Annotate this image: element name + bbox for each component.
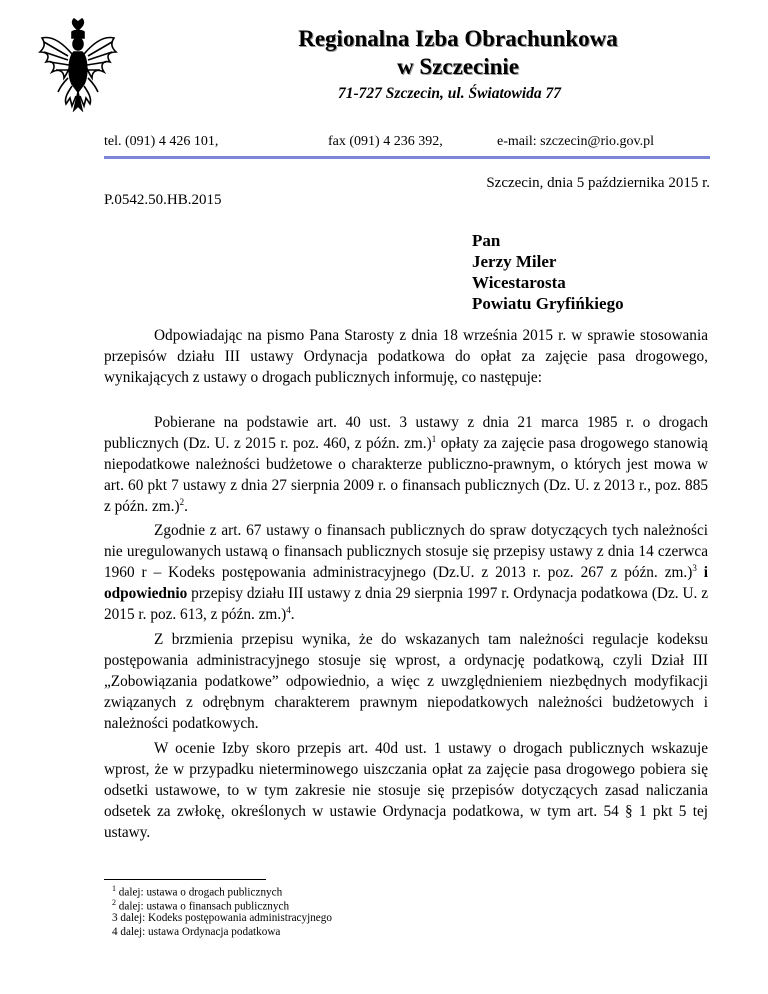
footnote-2: $^2$ dalej: ustawa o finansach publicznych	[112, 898, 290, 913]
organization-city: w Szczecinie	[397, 54, 519, 79]
footnote-mark-4: 4	[286, 604, 291, 615]
reference-number: P.0542.50.HB.2015	[104, 192, 222, 208]
recipient-name: Jerzy Miler	[472, 252, 557, 271]
phone-number: tel. (091) 4 426 101,	[104, 134, 219, 149]
footnote-3: 3 dalej: Kodeks postępowania administracyjnego	[112, 912, 332, 924]
header-divider	[104, 156, 710, 159]
footnote-4: 4 dalej: ustawa Ordynacja podatkowa	[112, 926, 281, 938]
fax-number: fax (091) 4 236 392,	[328, 134, 443, 149]
letter-date: Szczecin, dnia 5 października 2015 r.	[486, 175, 710, 191]
organization-name: Regionalna Izba Obrachunkowa	[298, 26, 618, 51]
paragraph-interpretation: Z brzmienia przepisu wynika, że do wskazanych tam należności regulacje kodeksu postępowania administracyjnego stosuje się wprost, a ordynację podatkową, czyli Dział III „Zobowiązania podatkowe” odpowiednio, a więc z uwzględnieniem niezbędnych modyfikacji związanych z odrębnym charakterem prawnym niepodatkowych należności budżetowych i należności podatkowych.	[104, 631, 708, 732]
footnote-mark-1: 1	[431, 433, 437, 444]
footnote-divider	[104, 879, 266, 880]
footnote-1: $^1$ dalej: ustawa o drogach publicznych	[112, 884, 283, 899]
footnote-mark-2: 2	[179, 496, 185, 507]
paragraph-intro: Odpowiadając na pismo Pana Starosty z dnia 18 września 2015 r. w sprawie stosowania przepisów działu III ustawy Ordynacja podatkowa do opłat za zajęcie pasa drogowego, wynikających z ustawy o drogach publicznych informuję, co następuje:	[104, 327, 708, 386]
paragraph-chamber-opinion: W ocenie Izby skoro przepis art. 40d ust. 1 ustawy o drogach publicznych wskazuje wprost, że w przypadku nieterminowego uiszczania opłat za zajęcie pasa drogowego pobiera się odsetki ustawowe, to w tym zakresie nie stosuje się przepisów dotyczących zasad naliczania odsetek za zwłokę, określonych w ustawie Ordynacja podatkowa, w tym art. 54 § 1 pkt 5 tej ustawy.	[104, 740, 708, 841]
organization-address: 71-727 Szczecin, ul. Światowida 77	[338, 85, 562, 102]
polish-eagle-emblem-icon	[38, 18, 118, 112]
recipient-title: Wicestarosta	[472, 273, 566, 292]
recipient-office: Powiatu Gryfińkiego	[472, 294, 624, 313]
paragraph-art67: Zgodnie z art. 67 ustawy o finansach publicznych do spraw dotyczących tych należności nie uregulowanych ustawą o finansach publicznych stosuje się przepisy ustawy z dnia 14 czerwca 1960 r – Kodeks postępowania administracyjnego (Dz.U. z 2013 r. poz. 267 z późn. zm.)$^3$ i odpowiednio przepisy działu III ustawy z dnia 29 sierpnia 1997 r. Ordynacja podatkowa (Dz. U. z 2015 r. poz. 613, z późn. zm.)$^4$.	[104, 522, 709, 623]
footnote-mark-3: 3	[692, 562, 697, 573]
recipient-salutation: Pan	[472, 231, 501, 250]
email-address: e-mail: szczecin@rio.gov.pl	[497, 134, 654, 149]
paragraph-fees: Pobierane na podstawie art. 40 ust. 3 ustawy z dnia 21 marca 1985 r. o drogach publicznych (Dz. U. z 2015 r. poz. 460, z późn. zm.)$^1$ opłaty za zajęcie pasa drogowego stanowią niepodatkowe należności budżetowe o charakterze publiczno-prawnym, o których jest mowa w art. 60 pkt 7 ustawy z dnia 27 sierpnia 2009 r. o finansach publicznych (Dz. U. z 2013 r., poz. 885 z późn. zm.)$^2$.	[104, 414, 708, 515]
